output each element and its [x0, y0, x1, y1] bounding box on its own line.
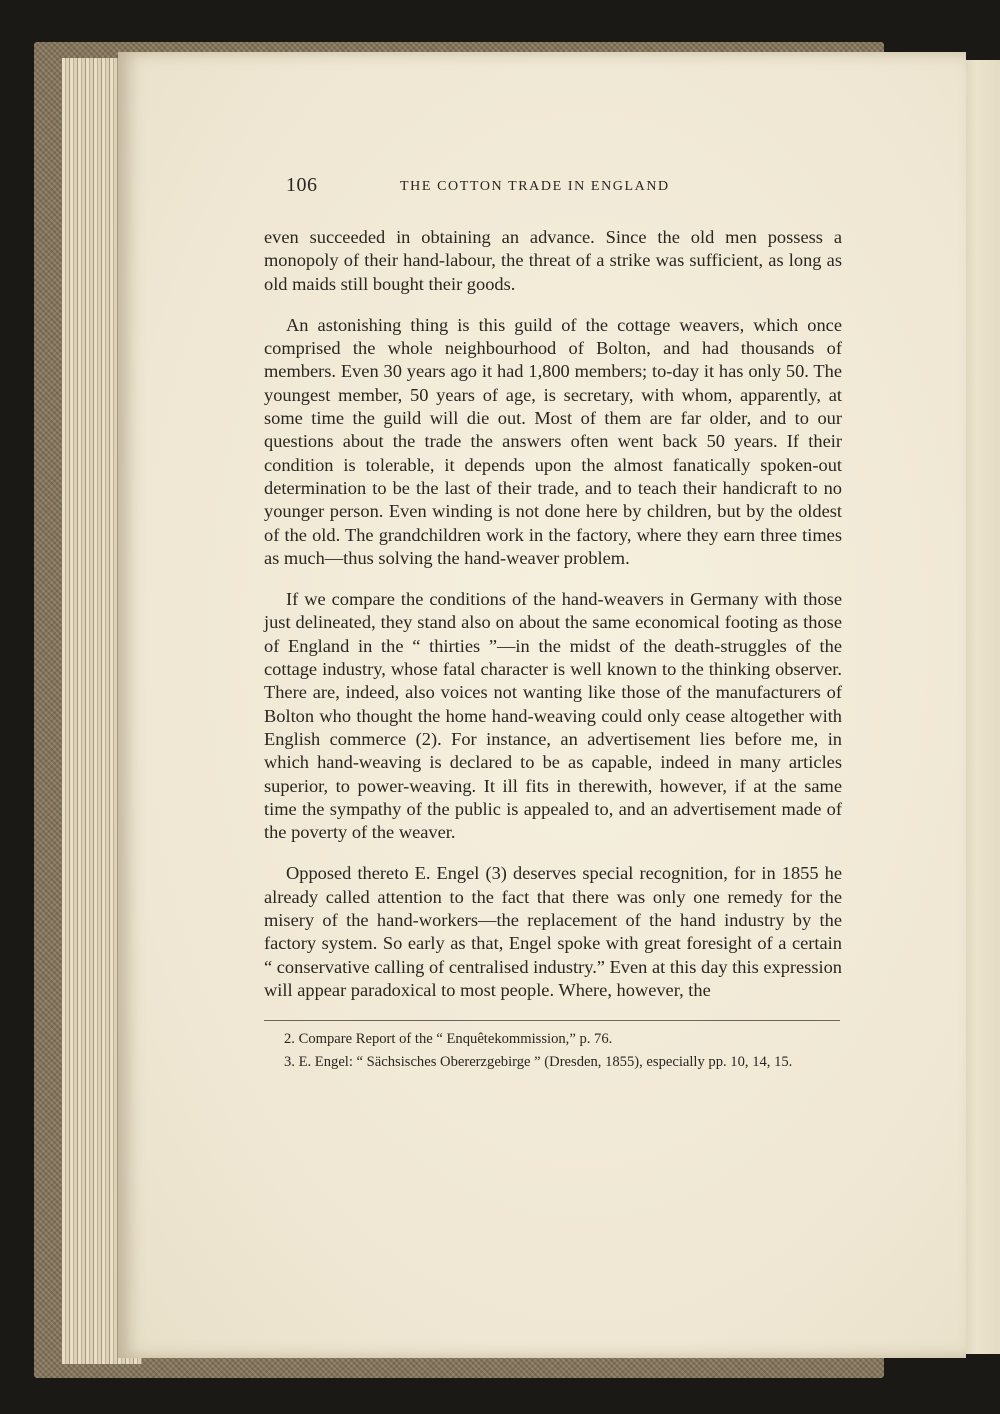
- footnote-2: 2. Compare Report of the “ Enquêtekommission,” p. 76.: [284, 1031, 613, 1048]
- page-header: [264, 172, 842, 202]
- paragraph-guild: An astonishing thing is this guild of the cottage weavers, which once comprised the whole neighbourhood of Bolton, and had thousands of members. Even 30 years ago it had 1,800 members; to-day it has only 50. The youngest member, 50 years of age, is secretary, with whom, apparently, at some time the guild will die out. Most of them are far older, and to our questions about the trade the answers often went back 50 years. If their condition is tolerable, it depends upon the almost fanatically spoken-out determination to be the last of their trade, and to teach their handicraft to no younger person. Even winding is not done here by children, but by the oldest of the old. The grandchildren work in the factory, where they earn three times as much—thus solving the hand-weaver problem.: [264, 314, 842, 568]
- paragraph-germany: If we compare the conditions of the hand-weavers in Germany with those just delineated, they stand also on about the same economical footing as those of England in the “ thirties ”—in the midst of the death-struggles of the cottage industry, whose fatal character is well known to the thinking observer. There are, indeed, also voices not wanting like those of the manufacturers of Bolton who thought the home hand-weaving could only cease altogether with English commerce (2). For instance, an advertisement lies before me, in which hand-weaving is declared to be as capable, indeed in many articles superior, to power-weaving. It ill fits in therewith, however, if at the same time the sympathy of the public is appealed to, and an advertisement made of the poverty of the weaver.: [264, 589, 842, 843]
- running-title: THE COTTON TRADE IN ENGLAND: [400, 179, 670, 194]
- paragraph-continuation: even succeeded in obtaining an advance. Since the old men possess a monopoly of their hand-labour, the threat of a strike was sufficient, as long as old maids still bought their goods.: [264, 227, 842, 294]
- page-content: [264, 172, 842, 1077]
- footnote-divider: [264, 1020, 840, 1021]
- page-number: 106: [286, 174, 318, 196]
- footnote-3: 3. E. Engel: “ Sächsisches Obererzgebirge ” (Dresden, 1855), especially pp. 10, 14, 15.: [284, 1054, 793, 1071]
- paragraph-engel: Opposed thereto E. Engel (3) deserves special recognition, for in 1855 he already called attention to the fact that there was only one remedy for the misery of the hand-workers—the replacement of the hand industry by the factory system. So early as that, Engel spoke with great foresight of a certain “ conservative calling of centralised industry.” Even at this day this expression will appear paradoxical to most people. Where, however, the: [264, 863, 842, 1000]
